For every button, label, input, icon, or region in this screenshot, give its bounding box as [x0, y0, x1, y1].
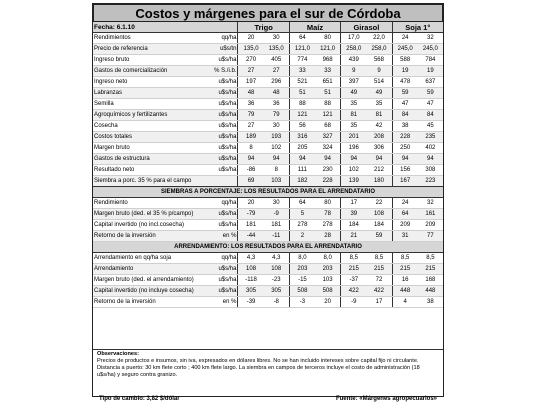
table-cell: 103 — [264, 176, 290, 187]
table-cell: 35 — [366, 99, 392, 110]
table-cell: 80 — [315, 198, 341, 209]
row-unit: u$s/ha — [200, 275, 238, 286]
row-label: Retorno de la inversión — [93, 231, 200, 242]
table-cell: 47 — [392, 99, 418, 110]
table-cell: 121 — [315, 110, 341, 121]
table-cell: 4 — [392, 297, 418, 308]
table-cell: 35 — [341, 99, 367, 110]
table-row — [93, 110, 443, 121]
table-cell: 17 — [366, 297, 392, 308]
row-unit — [200, 176, 238, 187]
table-cell: 258,0 — [366, 44, 392, 55]
table-cell: 94 — [289, 154, 315, 165]
table-row — [93, 99, 443, 110]
table-cell: 36 — [238, 99, 264, 110]
section-title: SIEMBRAS A PORCENTAJE: LOS RESULTADOS PARA EL ARRENDATARIO — [93, 187, 443, 198]
table-row — [93, 209, 443, 220]
costs-table — [93, 22, 443, 308]
table-cell: 30 — [264, 121, 290, 132]
table-cell: 521 — [289, 77, 315, 88]
table-cell: 514 — [366, 77, 392, 88]
table-cell: 228 — [315, 176, 341, 187]
table-cell: 402 — [418, 143, 443, 154]
table-cell: 215 — [418, 264, 443, 275]
table-row — [93, 297, 443, 308]
date-label: Fecha: 6.1.10 — [93, 22, 238, 33]
row-label: Agroquímicos y fertilizantes — [93, 110, 200, 121]
row-unit: u$s/ha — [200, 286, 238, 297]
table-row — [93, 176, 443, 187]
table-cell: 208 — [366, 132, 392, 143]
table-cell: 81 — [366, 110, 392, 121]
table-cell: 59 — [418, 88, 443, 99]
table-cell: 193 — [264, 132, 290, 143]
table-cell: 16 — [392, 275, 418, 286]
table-cell: 8,5 — [341, 253, 367, 264]
table-cell: 324 — [315, 143, 341, 154]
table-cell: 78 — [315, 209, 341, 220]
table-cell: -9 — [341, 297, 367, 308]
section-title: ARRENDAMIENTO: LOS RESULTADOS PARA EL ARRENDATARIO — [93, 242, 443, 253]
table-cell: 121,0 — [289, 44, 315, 55]
table-row — [93, 121, 443, 132]
table-cell: 121 — [289, 110, 315, 121]
table-cell: 24 — [392, 33, 418, 44]
table-cell: 9 — [341, 66, 367, 77]
table-cell: 212 — [366, 165, 392, 176]
table-cell: 8,5 — [418, 253, 443, 264]
crop-header-trigo: Trigo — [238, 22, 289, 33]
row-label: Labranzas — [93, 88, 200, 99]
row-label: Siembra a porc. 35 % para el campo — [93, 176, 200, 187]
table-cell: 32 — [418, 33, 443, 44]
table-cell: 201 — [341, 132, 367, 143]
table-cell: 181 — [264, 220, 290, 231]
table-cell: -39 — [238, 297, 264, 308]
page-title: Costos y márgenes para el sur de Córdoba — [93, 4, 443, 22]
row-label: Arrendamiento — [93, 264, 200, 275]
table-row — [93, 33, 443, 44]
table-cell: 327 — [315, 132, 341, 143]
table-cell: 508 — [289, 286, 315, 297]
section-header-row — [93, 242, 443, 253]
table-cell: 184 — [341, 220, 367, 231]
table-cell: 19 — [418, 66, 443, 77]
table-cell: 8,0 — [315, 253, 341, 264]
table-cell: 59 — [392, 88, 418, 99]
table-cell: 94 — [341, 154, 367, 165]
table-cell: 478 — [392, 77, 418, 88]
table-cell: 48 — [238, 88, 264, 99]
table-cell: 21 — [341, 231, 367, 242]
table-cell: 56 — [289, 121, 315, 132]
table-cell: 167 — [392, 176, 418, 187]
table-cell: -15 — [289, 275, 315, 286]
row-label: Resultado neto — [93, 165, 200, 176]
table-cell: 228 — [392, 132, 418, 143]
table-cell: 20 — [238, 198, 264, 209]
table-cell: 230 — [315, 165, 341, 176]
table-cell: 47 — [418, 99, 443, 110]
table-cell: 38 — [392, 121, 418, 132]
table-cell: 84 — [418, 110, 443, 121]
table-cell: 508 — [315, 286, 341, 297]
table-cell: 22,0 — [366, 33, 392, 44]
table-cell: 64 — [392, 209, 418, 220]
table-cell: -37 — [341, 275, 367, 286]
table-cell: -44 — [238, 231, 264, 242]
table-cell: 59 — [366, 231, 392, 242]
row-unit: u$s/ha — [200, 121, 238, 132]
table-cell: 235 — [418, 132, 443, 143]
table-cell: 94 — [264, 154, 290, 165]
table-cell: 121,0 — [315, 44, 341, 55]
observations-title: Observaciones: — [97, 351, 139, 357]
row-label: Margen bruto — [93, 143, 200, 154]
row-unit: u$s/ha — [200, 88, 238, 99]
row-label: Semilla — [93, 99, 200, 110]
table-cell: 784 — [418, 55, 443, 66]
table-cell: 94 — [238, 154, 264, 165]
row-label: Margen bruto (ded. el arrendamiento) — [93, 275, 200, 286]
table-cell: 168 — [418, 275, 443, 286]
table-cell: 30 — [264, 198, 290, 209]
table-cell: 316 — [289, 132, 315, 143]
table-cell: 968 — [315, 55, 341, 66]
table-cell: 27 — [238, 121, 264, 132]
table-cell: 223 — [418, 176, 443, 187]
row-label: Ingreso neto — [93, 77, 200, 88]
table-cell: 94 — [418, 154, 443, 165]
table-cell: 108 — [366, 209, 392, 220]
table-cell: 48 — [264, 88, 290, 99]
row-unit: u$s/ha — [200, 99, 238, 110]
table-cell: 203 — [289, 264, 315, 275]
row-label: Rendimiento — [93, 198, 200, 209]
table-cell: 28 — [315, 231, 341, 242]
row-unit: u$s/ha — [200, 264, 238, 275]
table-cell: 245,0 — [392, 44, 418, 55]
table-cell: 49 — [341, 88, 367, 99]
table-cell: 588 — [392, 55, 418, 66]
table-cell: 81 — [341, 110, 367, 121]
table-cell: 774 — [289, 55, 315, 66]
exchange-rate: Tipo de cambio: 3,82 $/dólar — [99, 396, 180, 402]
table-cell: 24 — [392, 198, 418, 209]
table-cell: 184 — [366, 220, 392, 231]
table-cell: 306 — [366, 143, 392, 154]
table-cell: 51 — [289, 88, 315, 99]
table-cell: 8 — [264, 165, 290, 176]
row-label: Ingreso bruto — [93, 55, 200, 66]
table-cell: 215 — [392, 264, 418, 275]
row-label: Gastos de comercialización — [93, 66, 200, 77]
table-cell: 51 — [315, 88, 341, 99]
table-cell: 397 — [341, 77, 367, 88]
table-cell: -8 — [264, 297, 290, 308]
table-cell: -3 — [289, 297, 315, 308]
table-row — [93, 264, 443, 275]
row-unit: u$s/ha — [200, 220, 238, 231]
row-label: Retorno de la inversión — [93, 297, 200, 308]
table-cell: 181 — [238, 220, 264, 231]
table-header-row — [93, 22, 443, 33]
table-cell: 422 — [366, 286, 392, 297]
row-label: Costos totales — [93, 132, 200, 143]
table-row — [93, 220, 443, 231]
table-row — [93, 165, 443, 176]
table-cell: 139 — [341, 176, 367, 187]
table-cell: -9 — [264, 209, 290, 220]
table-cell: 203 — [315, 264, 341, 275]
row-label: Capital invertido (no incluye cosecha) — [93, 286, 200, 297]
row-unit: u$s/ha — [200, 110, 238, 121]
table-row — [93, 198, 443, 209]
row-unit: u$s/ha — [200, 209, 238, 220]
crop-header-maiz: Maíz — [289, 22, 340, 33]
table-row — [93, 286, 443, 297]
table-cell: 270 — [238, 55, 264, 66]
table-cell: 30 — [264, 33, 290, 44]
row-unit: qq/ha — [200, 253, 238, 264]
section-header-row — [93, 187, 443, 198]
table-cell: 189 — [238, 132, 264, 143]
table-cell: 20 — [238, 33, 264, 44]
table-cell: 135,0 — [264, 44, 290, 55]
table-cell: 72 — [366, 275, 392, 286]
table-cell: 17 — [341, 198, 367, 209]
table-cell: 94 — [392, 154, 418, 165]
table-cell: 209 — [392, 220, 418, 231]
row-unit: en % — [200, 231, 238, 242]
table-cell: 32 — [418, 198, 443, 209]
table-row — [93, 253, 443, 264]
crop-header-soja: Soja 1° — [392, 22, 443, 33]
table-cell: 156 — [392, 165, 418, 176]
observations-text: Precios de productos e insumos, sin iva, expresados en dólares libres. No se han incluido intereses sobre capital fijo ni circulante. Distancia a puerto: 30 km flete corto ; 400 km flete largo. La siembra en campos de terceros incluye el costo de administración (18 u$s/ha) y seguro contra granizo. — [97, 358, 420, 378]
table-cell: 94 — [366, 154, 392, 165]
table-cell: 102 — [264, 143, 290, 154]
table-cell: 79 — [264, 110, 290, 121]
table-cell: 84 — [392, 110, 418, 121]
table-cell: 9 — [366, 66, 392, 77]
table-cell: 205 — [289, 143, 315, 154]
table-cell: 8,5 — [366, 253, 392, 264]
table-cell: 80 — [315, 33, 341, 44]
table-cell: 8 — [238, 143, 264, 154]
table-cell: 637 — [418, 77, 443, 88]
table-cell: 180 — [366, 176, 392, 187]
table-cell: 64 — [289, 33, 315, 44]
row-label: Precio de referencia — [93, 44, 200, 55]
table-cell: -11 — [264, 231, 290, 242]
table-row — [93, 44, 443, 55]
row-unit: u$s/ha — [200, 77, 238, 88]
table-cell: 94 — [315, 154, 341, 165]
row-unit: qq/ha — [200, 198, 238, 209]
table-cell: 49 — [366, 88, 392, 99]
row-unit: u$s/ha — [200, 132, 238, 143]
table-cell: 651 — [315, 77, 341, 88]
table-cell: -118 — [238, 275, 264, 286]
table-cell: 568 — [366, 55, 392, 66]
table-cell: 422 — [341, 286, 367, 297]
table-row — [93, 66, 443, 77]
table-row — [93, 154, 443, 165]
table-cell: 88 — [315, 99, 341, 110]
table-cell: 79 — [238, 110, 264, 121]
table-cell: 33 — [315, 66, 341, 77]
table-cell: 305 — [264, 286, 290, 297]
table-cell: 8,5 — [392, 253, 418, 264]
table-cell: 182 — [289, 176, 315, 187]
table-cell: 8,0 — [289, 253, 315, 264]
table-cell: 27 — [264, 66, 290, 77]
table-cell: 5 — [289, 209, 315, 220]
table-cell: 20 — [315, 297, 341, 308]
table-cell: 19 — [392, 66, 418, 77]
table-cell: 31 — [392, 231, 418, 242]
row-label: Margen bruto (ded. el 35 % p/campo) — [93, 209, 200, 220]
table-cell: 77 — [418, 231, 443, 242]
table-cell: 215 — [341, 264, 367, 275]
row-unit: en % — [200, 297, 238, 308]
table-cell: 258,0 — [341, 44, 367, 55]
table-cell: 4,3 — [264, 253, 290, 264]
table-cell: 22 — [366, 198, 392, 209]
source-credit: Fuente: «Márgenes agropecuarios» — [335, 396, 437, 402]
table-cell: 36 — [264, 99, 290, 110]
table-cell: 278 — [289, 220, 315, 231]
crop-header-girasol: Girasol — [341, 22, 392, 33]
row-unit: qq/ha — [200, 33, 238, 44]
row-unit: u$s/ha — [200, 143, 238, 154]
table-cell: 161 — [418, 209, 443, 220]
table-cell: 209 — [418, 220, 443, 231]
table-cell: 102 — [341, 165, 367, 176]
table-cell: -86 — [238, 165, 264, 176]
table-cell: 448 — [418, 286, 443, 297]
table-cell: 215 — [366, 264, 392, 275]
table-cell: 42 — [366, 121, 392, 132]
table-cell: 245,0 — [418, 44, 443, 55]
table-cell: 17,0 — [341, 33, 367, 44]
table-cell: -79 — [238, 209, 264, 220]
table-cell: 308 — [418, 165, 443, 176]
table-cell: 38 — [418, 297, 443, 308]
table-row — [93, 132, 443, 143]
table-cell: 35 — [341, 121, 367, 132]
table-cell: 448 — [392, 286, 418, 297]
row-unit: u$s/ha — [200, 55, 238, 66]
table-cell: 197 — [238, 77, 264, 88]
table-cell: 296 — [264, 77, 290, 88]
table-cell: -23 — [264, 275, 290, 286]
table-row — [93, 55, 443, 66]
row-unit: % S./i.b. — [200, 66, 238, 77]
row-unit: u$s/tn — [200, 44, 238, 55]
table-cell: 64 — [289, 198, 315, 209]
row-label: Rendimientos — [93, 33, 200, 44]
row-unit: u$s/ha — [200, 165, 238, 176]
table-cell: 33 — [289, 66, 315, 77]
table-row — [93, 143, 443, 154]
table-cell: 69 — [238, 176, 264, 187]
table-row — [93, 77, 443, 88]
table-cell: 135,0 — [238, 44, 264, 55]
table-cell: 27 — [238, 66, 264, 77]
row-label: Arrendamiento en qq/ha soja — [93, 253, 200, 264]
table-row — [93, 88, 443, 99]
row-unit: u$s/ha — [200, 154, 238, 165]
row-label: Gastos de estructura — [93, 154, 200, 165]
table-cell: 2 — [289, 231, 315, 242]
table-cell: 4,3 — [238, 253, 264, 264]
table-cell: 103 — [315, 275, 341, 286]
table-cell: 88 — [289, 99, 315, 110]
table-cell: 196 — [341, 143, 367, 154]
table-cell: 250 — [392, 143, 418, 154]
row-label: Cosecha — [93, 121, 200, 132]
table-row — [93, 231, 443, 242]
table-cell: 108 — [238, 264, 264, 275]
costs-table-body — [93, 22, 443, 308]
table-cell: 305 — [238, 286, 264, 297]
table-cell: 39 — [341, 209, 367, 220]
observations-box — [93, 349, 443, 379]
table-row — [93, 275, 443, 286]
table-cell: 68 — [315, 121, 341, 132]
table-cell: 278 — [315, 220, 341, 231]
row-label: Capital invertido (no incl.cosecha) — [93, 220, 200, 231]
table-cell: 405 — [264, 55, 290, 66]
table-cell: 45 — [418, 121, 443, 132]
table-cell: 111 — [289, 165, 315, 176]
table-cell: 439 — [341, 55, 367, 66]
table-cell: 108 — [264, 264, 290, 275]
